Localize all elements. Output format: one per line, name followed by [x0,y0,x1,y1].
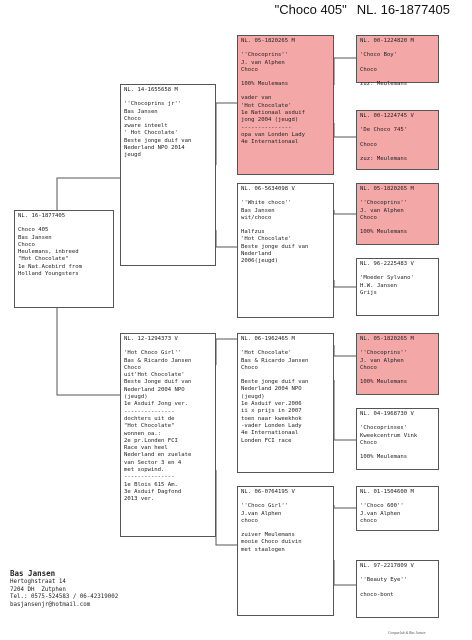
pedigree-box-dsd [356,408,439,470]
pedigree-line [241,222,330,229]
pedigree-line: uit'Hot Chocolate' [124,372,185,379]
pedigree-line [360,60,435,67]
pedigree-box-subject [14,210,114,308]
pedigree-line: 4e Internationaal [241,430,299,437]
pedigree-line [360,135,435,142]
pedigree-line: 'Chocoprinses' [360,425,408,432]
pedigree-box-ss [237,35,334,175]
pedigree-box-dds [356,486,439,531]
pedigree-line: Nederland NPO 2014 [124,145,185,152]
pedigree-line: Heulemans, inbreed [18,249,79,256]
pedigree-line: 100% Meulemans [360,454,408,461]
owner-address: Hertoghstraat 14 [10,579,66,586]
pedigree-line: 'Hot Chocolate' [241,102,292,109]
pedigree-line: mooie Choco duivin [241,539,302,546]
pedigree-line: 4e Internationaal [241,139,299,146]
pedigree-line: Holland Youngsters [18,271,79,278]
pedigree-line: J. van Alphen [360,207,404,214]
pedigree-line: Choco [360,364,377,371]
owner-name: Bas Jansen [10,569,56,578]
pedigree-line: Londen FCI race [241,437,292,444]
pedigree-line: 1e Asduif Jong ver. [124,401,188,408]
pedigree-line: Grijs [360,289,377,296]
pedigree-line: ' Hot Chocolate' [124,130,178,137]
pedigree-line: 100% Meulemans [360,229,408,236]
owner-email[interactable]: basjansenjr@hotmail.com [10,601,91,608]
pedigree-line: opa van Londen Lady [241,131,305,138]
ring-number: NL. 00-1224745 V [360,113,414,119]
pedigree-line: J.van Alphen [241,510,282,517]
ring-number: NL. 06-0764195 V [241,489,295,495]
pedigree-line: Bas & Ricardo Jansen [241,357,309,364]
ring-number: NL. 05-1820265 M [360,186,414,192]
pedigree-line: wonnen oa.: [124,430,162,437]
pedigree-box-sds [356,183,439,245]
pedigree-line: 2e pr.Londen FCI [124,437,178,444]
ring-number: NL. 16-1877405 [18,213,66,219]
pedigree-line [360,372,435,379]
pedigree-line: 2006(jeugd) [241,258,279,265]
pedigree-line: Choco [124,115,141,122]
pedigree-line: 'De Choco 745' [360,127,408,134]
pedigree-line: Choco [360,141,377,148]
pedigree-line [360,447,435,454]
pedigree-line: J. van Alphen [360,357,404,364]
pedigree-line: "Hot Chocolate" [124,423,175,430]
pedigree-line: Choco [124,364,141,371]
pedigree-line: (jeugd) [124,394,148,401]
pedigree-line: toen naar kweekhok [241,415,302,422]
pedigree-box-ssd [356,110,439,170]
pedigree-line: Bas Jansen [124,108,158,115]
credit-text: Compuclub & Bas Jansen [388,631,426,635]
pedigree-line: ''Chocoprins'' [360,350,408,357]
pedigree-line: zuz: Meulemans [360,80,408,87]
ring-number: NL. 05-1820265 M [360,336,414,342]
pedigree-line: Nederland 2004 NPO [124,386,185,393]
ring-number: NL. 04-1968730 V [360,411,414,417]
pedigree-line: Choco [360,439,377,446]
pedigree-line: 1e Asduif ver.2006 [241,401,302,408]
pedigree-line: (jeugd) [241,393,265,400]
pedigree-line [241,88,330,95]
ring-number: NL. 96-2225483 V [360,261,414,267]
pedigree-line: 'Moeder Sylvano' [360,275,414,282]
pedigree-line: ''Beauty Eye'' [360,577,408,584]
pedigree-box-ds [237,333,334,473]
ring-number: NL. 97-2217809 V [360,563,414,569]
pedigree-line: --------------- [241,124,292,131]
pedigree-box-dd [237,486,334,616]
pedigree-line: 100% Meulemans [241,81,289,88]
pedigree-line: choco [360,517,377,524]
pedigree-line: choco-bont [360,591,394,598]
pedigree-box-sd [237,183,334,318]
ring-number: NL. 01-1504600 M [360,489,414,495]
pedigree-line: 1e Nat.Acebird from [18,263,82,270]
owner-phone: Tel.: 0575-524583 / 06-42319002 [10,594,119,601]
pedigree-line: 1e Nationaal asduif [241,110,305,117]
pedigree-box-sdd [356,258,439,316]
pedigree-line [241,525,330,532]
pedigree-line: 'Hot Choco Girl'' [124,350,182,357]
pedigree-line: ''Choco 600'' [360,503,404,510]
owner-contact [10,570,118,609]
pedigree-line: choco [241,517,258,524]
pedigree-line: van Sector 3 en 4 [124,459,182,466]
pedigree-line: --------------- [124,408,175,415]
pedigree-line: 1e Blois 615 Am. [124,481,178,488]
pedigree-line [360,222,435,229]
pedigree-line: -vader Londen Lady [241,422,302,429]
pedigree-line: 3e Asduif Dagfond [124,488,182,495]
pedigree-line: ''White choco'' [241,200,292,207]
pedigree-line [241,74,330,81]
pedigree-line: 'Hot Chocolate' [241,350,292,357]
pedigree-line: Bas Jansen [241,207,275,214]
owner-city: 7204 DH Zutphen [10,586,66,593]
pedigree-line: ''Chocoprins jr'' [124,101,182,108]
pedigree-line: dochters uit de [124,415,175,422]
pedigree-line: ''Chocoprins'' [360,200,408,207]
pedigree-line: 100% Meulemans [360,379,408,386]
pedigree-line: zware inteelt [124,123,168,130]
pedigree-line: Halfzus [241,229,265,236]
pigeon-name: "Choco 405" [274,2,347,17]
pedigree-box-dss [356,333,439,395]
pedigree-line: --------------- [124,474,175,481]
pedigree-line: "Hot Chocolate" [18,256,69,263]
pedigree-line [241,372,330,379]
pedigree-line: Beste jonge duif van [241,379,309,386]
pedigree-line: Choco [241,66,258,73]
ring-number: NL. 00-1224820 M [360,38,414,44]
pedigree-line: Choco 405 [18,227,49,234]
pedigree-line: Nederland en zuelate [124,452,192,459]
ring-number: NL. 06-5634098 V [241,186,295,192]
pedigree-line: Bas & Ricardo Jansen [124,357,192,364]
ring-number: NL. 05-1820265 M [241,38,295,44]
pedigree-line: zuiver Meulemans [241,532,295,539]
pedigree-line: J. van Alphen [241,59,285,66]
pedigree-line: 'Choco Boy' [360,52,398,59]
pedigree-line [360,149,435,156]
pedigree-line: 'Hot Chocolate' [241,236,292,243]
pedigree-line: Nederland [241,251,272,258]
pedigree-box-sss [356,35,439,87]
pedigree-line: jong 2004 (jeugd) [241,117,299,124]
pedigree-line: Bas Jansen [18,234,52,241]
pedigree-line: met staalogen [241,546,285,553]
pedigree-line [360,74,435,81]
pedigree-line: Choco [18,241,35,248]
ring-number: NL. 12-1294373 V [124,336,178,342]
pedigree-line: Choco [241,364,258,371]
pedigree-line: ''Choco Girl'' [241,503,289,510]
pedigree-box-dam [120,333,216,537]
pedigree-box-sire [120,84,216,266]
pedigree-line: Nederland 2004 NPO [241,386,302,393]
pedigree-line: Choco [360,66,377,73]
pedigree-line: Kweekcentrum Vink [360,432,418,439]
pedigree-line: jeugd [124,152,141,159]
pedigree-line: Choco [360,214,377,221]
pedigree-line: Beste jonge duif van [124,137,192,144]
pedigree-line: vader van [241,95,272,102]
pigeon-ring: NL. 16-1877405 [356,2,450,17]
pedigree-line: J.van Alphen [360,510,401,517]
pedigree-line: H.W. Jansen [360,282,398,289]
pedigree-line: Beste jonge duif van [241,243,309,250]
pedigree-box-ddd [356,560,439,618]
pedigree-line: wit/choco [241,214,272,221]
pedigree-line: 2013 ver. [124,496,155,503]
pedigree-line: zuz: Meulemans [360,155,408,162]
pedigree-line: Beste Jonge duif van [124,379,192,386]
pedigree-line [360,585,435,592]
ring-number: NL. 14-1655658 M [124,87,178,93]
pedigree-line: ii x prijs in 2007 [241,408,302,415]
pedigree-line: ''Chocoprins'' [241,52,289,59]
ring-number: NL. 06-1962465 M [241,336,295,342]
pedigree-line: Race van heel [124,445,168,452]
pedigree-line: met sopwind. [124,467,165,474]
